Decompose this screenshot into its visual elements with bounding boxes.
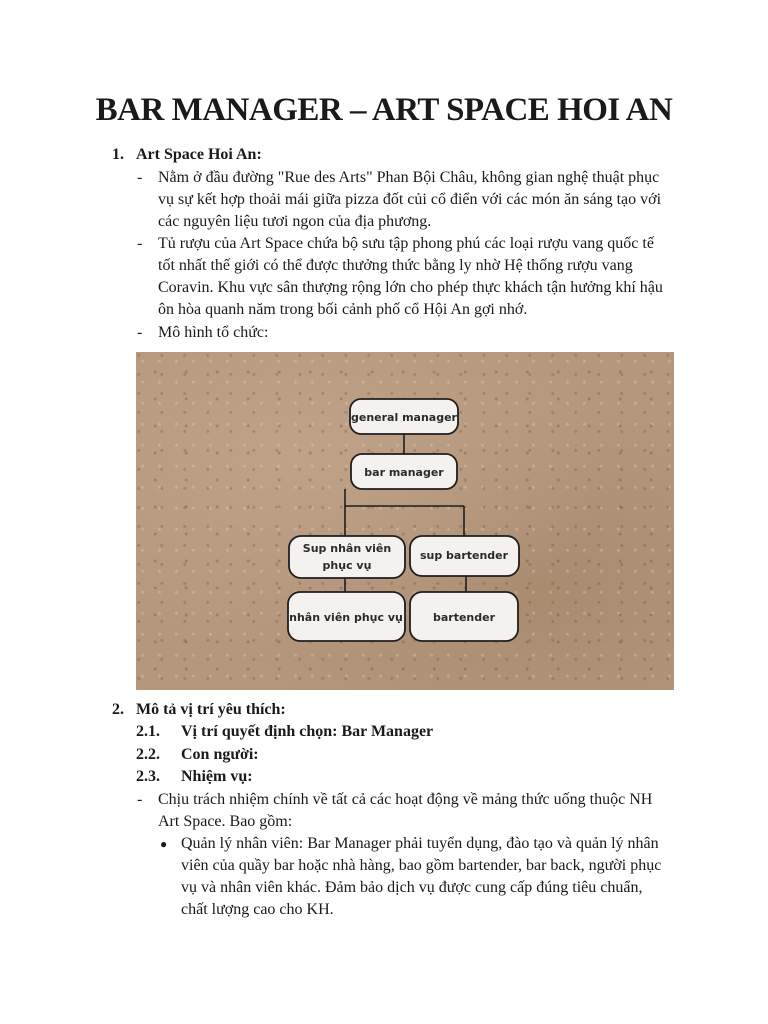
subsection-heading: Nhiệm vụ: bbox=[181, 768, 253, 785]
general-manager-label: general manager bbox=[351, 411, 457, 424]
paragraph-line: Coravin. Khu vực sân thượng rộng lớn cho phép thực khách tận hưởng khí hậu bbox=[158, 279, 663, 296]
dash-marker: - bbox=[137, 324, 143, 341]
paragraph-line: Nằm ở đầu đường "Rue des Arts" Phan Bội Châu, không gian nghệ thuật phục bbox=[158, 169, 660, 186]
service-staff-label: nhân viên phục vụ bbox=[289, 611, 403, 624]
subsection-number: 2.3. bbox=[136, 768, 160, 785]
section-1-heading: Art Space Hoi An: bbox=[136, 146, 262, 163]
paragraph-line: các nguyên liệu tươi ngon của địa phương. bbox=[158, 213, 432, 230]
subsection-heading: Con người: bbox=[181, 746, 259, 763]
paragraph-line: chất lượng cao cho KH. bbox=[181, 901, 334, 918]
subsection-heading: Vị trí quyết định chọn: Bar Manager bbox=[181, 723, 434, 740]
sup-service-staff-label-1: Sup nhân viên bbox=[302, 542, 392, 555]
section-2-heading: Mô tả vị trí yêu thích: bbox=[136, 701, 286, 718]
subsection-number: 2.2. bbox=[136, 746, 160, 763]
org-chart-image bbox=[136, 352, 674, 690]
dash-marker: - bbox=[137, 791, 143, 808]
paragraph-line: viên của quầy bar hoặc nhà hàng, bao gồm bartender, bar back, người phục bbox=[181, 857, 662, 874]
bullet-marker: ● bbox=[160, 837, 168, 851]
paragraph-line: tốt nhất thế giới có thể được thưởng thức bằng ly nhờ Hệ thống rượu vang bbox=[158, 257, 633, 274]
paragraph-line: Mô hình tổ chức: bbox=[158, 324, 269, 341]
sup-service-staff-label-2: phục vụ bbox=[322, 559, 372, 572]
paragraph-line: Quản lý nhân viên: Bar Manager phải tuyển dụng, đào tạo và quản lý nhân bbox=[181, 835, 659, 852]
dash-marker: - bbox=[137, 235, 143, 252]
page-title: BAR MANAGER – ART SPACE HOI AN bbox=[95, 92, 673, 128]
section-2-number: 2. bbox=[112, 701, 124, 718]
org-chart bbox=[136, 352, 674, 690]
sup-bartender-label: sup bartender bbox=[419, 549, 509, 562]
subsection-number: 2.1. bbox=[136, 723, 160, 740]
paragraph-line: vụ và nhân viên khác. Đảm bảo dịch vụ được cung cấp đúng tiêu chuẩn, bbox=[181, 879, 643, 896]
paragraph-line: Chịu trách nhiệm chính về tất cả các hoạt động về mảng thức uống thuộc NH bbox=[158, 791, 653, 808]
paragraph-line: vụ sự kết hợp thoải mái giữa pizza đốt củi cổ điển với các món ăn sáng tạo với bbox=[158, 191, 662, 208]
bar-manager-label: bar manager bbox=[364, 466, 444, 479]
paragraph-line: ôn hòa quanh năm trong bối cảnh phố cổ Hội An gợi nhớ. bbox=[158, 301, 528, 318]
bartender-label: bartender bbox=[432, 611, 496, 624]
paragraph-line: Tủ rượu của Art Space chứa bộ sưu tập phong phú các loại rượu vang quốc tế bbox=[158, 235, 654, 252]
dash-marker: - bbox=[137, 169, 143, 186]
section-1-number: 1. bbox=[112, 146, 124, 163]
paragraph-line: Art Space. Bao gồm: bbox=[158, 813, 293, 830]
